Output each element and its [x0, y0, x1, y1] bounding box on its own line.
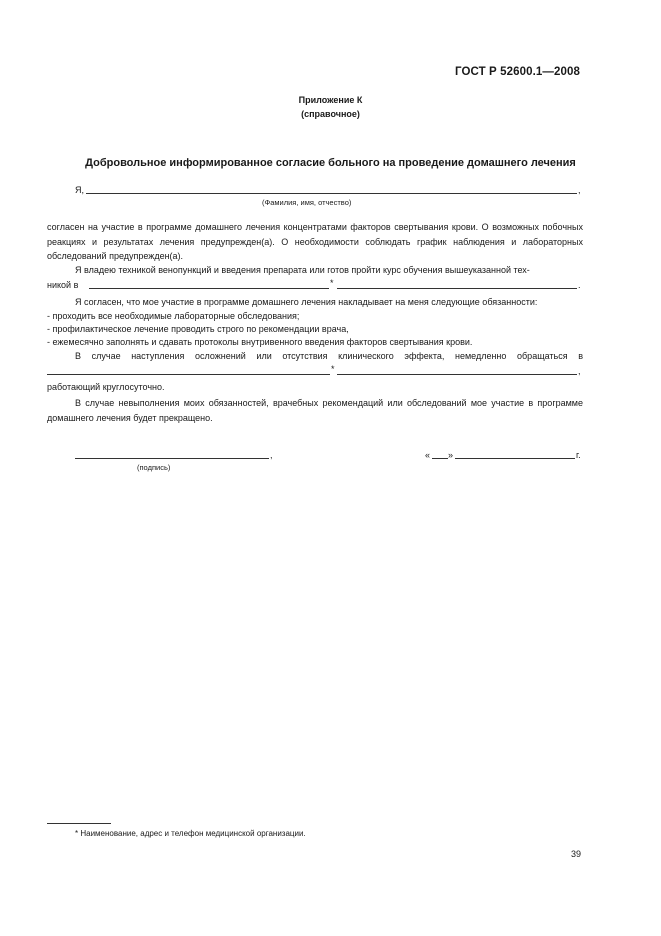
- paragraph-technique-cont: никой в: [47, 280, 79, 290]
- training-place-line[interactable]: [89, 288, 329, 289]
- i-label: Я,: [75, 185, 84, 195]
- signature-comma: ,: [270, 450, 273, 460]
- training-place-line-2[interactable]: [337, 288, 577, 289]
- technique-period: .: [578, 280, 581, 290]
- name-line[interactable]: [86, 193, 577, 194]
- clinic-line-2[interactable]: [337, 374, 577, 375]
- clinic-comma: ,: [578, 366, 581, 376]
- footnote-divider: [47, 823, 111, 824]
- date-suffix: г.: [576, 450, 581, 460]
- paragraph-obligations: Я согласен, что мое участие в программе домашнего лечения накладывает на меня следующие обязанности:: [75, 297, 538, 307]
- standard-code: ГОСТ Р 52600.1—2008: [455, 66, 580, 78]
- footnote-mark: *: [331, 364, 335, 374]
- paragraph-consent: согласен на участие в программе домашнего лечения концентратами факторов свертывания крови. О возможных побочных реакциях и результатах лечения предупрежден(а). О необходимости соблюдать график наблюдения и лабораторных обследований предупрежден(а).: [47, 222, 583, 262]
- document-title: Добровольное информированное согласие больного на проведение домашнего лечения: [85, 157, 576, 169]
- footnote-mark: *: [330, 278, 334, 288]
- footnote-text: * Наименование, адрес и телефон медицинской организации.: [75, 829, 306, 838]
- paragraph-complications: В случае наступления осложнений или отсутствия клинического эффекта, немедленно обращаться в: [75, 351, 583, 361]
- date-month-year-line[interactable]: [455, 458, 575, 459]
- signature-caption: (подпись): [137, 463, 171, 472]
- signature-line[interactable]: [75, 458, 269, 459]
- clinic-line[interactable]: [47, 374, 330, 375]
- duty-item: - профилактическое лечение проводить строго по рекомендации врача,: [47, 324, 349, 334]
- page-number: 39: [571, 849, 582, 859]
- i-comma: ,: [578, 185, 581, 195]
- duty-item: - ежемесячно заполнять и сдавать протоколы внутривенного введения факторов свертывания крови.: [47, 337, 473, 347]
- date-day-line[interactable]: [432, 458, 448, 459]
- date-close-quote: »: [448, 450, 454, 460]
- paragraph-complications-cont: работающий круглосуточно.: [47, 382, 165, 392]
- date-open-quote: «: [425, 450, 431, 460]
- appendix-title: Приложение К: [298, 95, 363, 105]
- name-caption: (Фамилия, имя, отчество): [262, 198, 352, 207]
- paragraph-termination: В случае невыполнения моих обязанностей, врачебных рекомендаций или обследований мое участие в программе домашнего лечения будет прекращено.: [47, 398, 583, 423]
- paragraph-technique: Я владею техникой венопункций и введения препарата или готов пройти курс обучения вышеуказанной тех-: [75, 265, 530, 275]
- appendix-note: (справочное): [301, 109, 360, 119]
- duty-item: - проходить все необходимые лабораторные обследования;: [47, 311, 300, 321]
